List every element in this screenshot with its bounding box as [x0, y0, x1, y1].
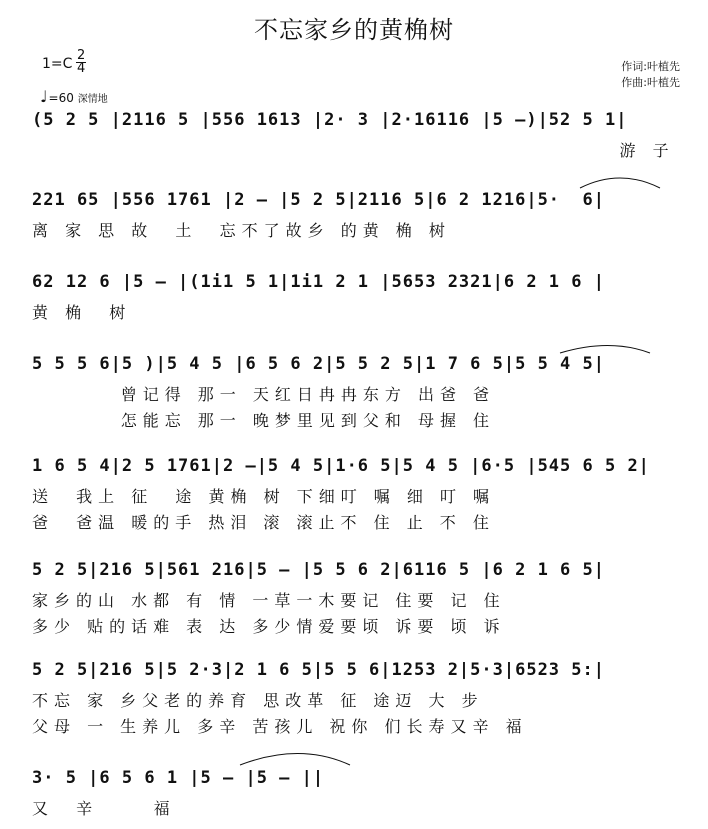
lyrics-verse-1: 家乡的山 水都 有 情 一草一木要记 住要 记 住 — [32, 591, 506, 610]
notation-line: 3· 5 |6 5 6 1 |5 — |5 — || — [32, 768, 325, 788]
tempo-mood: 深情地 — [77, 94, 108, 105]
lyrics-verse-1: 曾记得 那一 天红日冉冉东方 出爸 爸 — [32, 385, 496, 404]
lyrics-verse-2: 父母 一 生养儿 多辛 苦孩儿 祝你 们长寿又辛 福 — [32, 717, 528, 736]
lyrics-verse-1: 黄 桷 树 — [32, 303, 132, 322]
time-signature-top: 2 — [77, 48, 86, 63]
notation-line: 5 5 5 6|5 )|5 4 5 |6 5 6 2|5 5 2 5|1 7 6 5|5 5 4 5| — [32, 354, 605, 374]
lyrics-verse-2: 爸 爸温 暖的手 热泪 滚 滚止不 住 止 不 住 — [32, 513, 495, 532]
time-signature — [76, 50, 86, 75]
notation-line: 5 2 5|216 5|5 2·3|2 1 6 5|5 5 6|1253 2|5·3|6523 5:| — [32, 660, 605, 680]
lyrics-verse-1: 不忘 家 乡父老的养育 思改革 征 途迈 大 步 — [32, 691, 484, 710]
quarter-note-icon: ♩ — [40, 87, 48, 106]
slur — [560, 346, 650, 354]
lyricist-credit: 作词:叶植先 — [621, 60, 680, 73]
notation-line: 1 6 5 4|2 5 1761|2 —|5 4 5|1·6 5|5 4 5 |6·5 |545 6 5 2| — [32, 456, 650, 476]
notation-line: 221 65 |556 1761 |2 — |5 2 5|2116 5|6 2 1216|5· 6| — [32, 190, 605, 210]
lyrics-verse-1: 离 家 思 故 土 忘不了故乡 的黄 桷 树 — [32, 221, 451, 240]
time-signature-bottom: 4 — [77, 61, 86, 76]
key-signature: 1=C — [42, 56, 73, 72]
lyrics-verse-1: 游 子 — [32, 141, 675, 160]
lyrics-verse-1: 又 辛 福 — [32, 799, 176, 818]
notation-line: 62 12 6 |5 — |(1i1 5 1|1i1 2 1 |5653 2321|6 2 1 6 | — [32, 272, 605, 292]
lyrics-verse-1: 送 我上 征 途 黄桷 树 下细叮 嘱 细 叮 嘱 — [32, 487, 496, 506]
tempo-value: =60 — [48, 91, 74, 105]
song-title: 不忘家乡的黄桷树 — [254, 16, 454, 44]
slur — [580, 178, 660, 188]
notation-line: 5 2 5|216 5|561 216|5 — |5 5 6 2|6116 5 |6 2 1 6 5| — [32, 560, 605, 580]
notation-line: (5 2 5 |2116 5 |556 1613 |2· 3 |2·16116 |5 —)|52 5 1| — [32, 110, 628, 130]
lyrics-verse-2: 怎能忘 那一 晚梦里见到父和 母握 住 — [32, 411, 496, 430]
tempo-marking — [40, 87, 108, 106]
lyrics-verse-2: 多少 贴的话难 表 达 多少情爱要顷 诉要 顷 诉 — [32, 617, 506, 636]
composer-credit: 作曲:叶植先 — [621, 76, 680, 89]
slur — [240, 754, 350, 766]
